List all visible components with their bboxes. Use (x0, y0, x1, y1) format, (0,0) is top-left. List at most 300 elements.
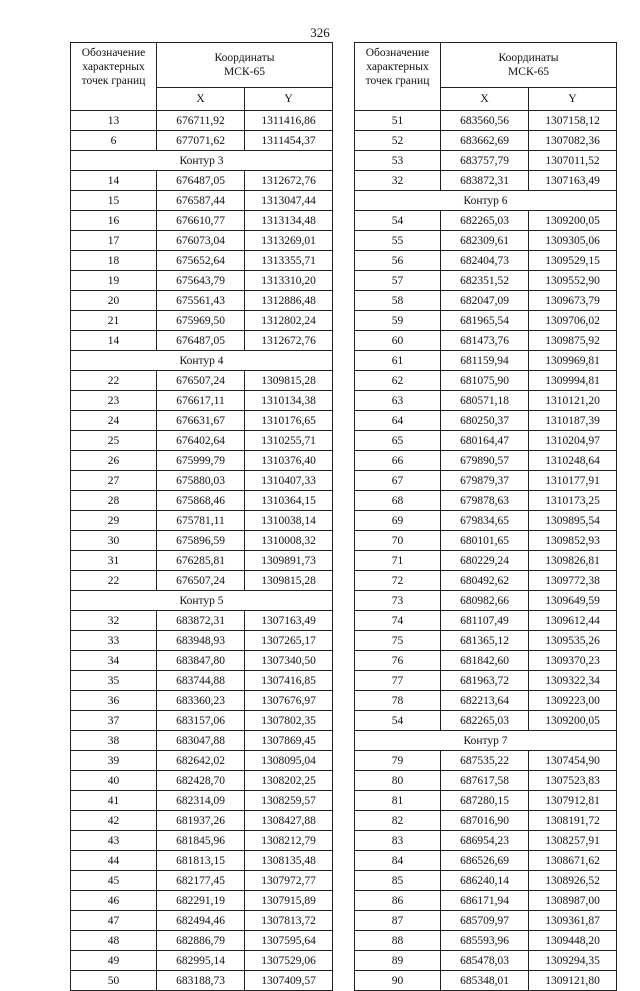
point-number-cell: 40 (71, 771, 157, 791)
coordinates-table-right (354, 42, 617, 991)
y-coordinate-cell: 1309895,54 (529, 511, 617, 531)
point-designation-header: Обозначение характерных точек границ (71, 43, 157, 111)
point-number-cell: 25 (71, 431, 157, 451)
table-row (71, 791, 333, 811)
table-row (355, 471, 617, 491)
x-coordinate-cell: 676487,05 (157, 331, 245, 351)
y-coordinate-cell: 1307915,89 (245, 891, 333, 911)
x-coordinate-cell: 685348,01 (441, 971, 529, 991)
x-coordinate-cell: 683872,31 (157, 611, 245, 631)
point-number-cell: 84 (355, 851, 441, 871)
y-column-header: Y (245, 88, 333, 111)
table-row (355, 671, 617, 691)
point-designation-header: Обозначение характерных точек границ (355, 43, 441, 111)
table-row (71, 651, 333, 671)
y-coordinate-cell: 1309448,20 (529, 931, 617, 951)
table-row (71, 731, 333, 751)
x-coordinate-cell: 676073,04 (157, 231, 245, 251)
x-coordinate-cell: 682494,46 (157, 911, 245, 931)
y-coordinate-cell: 1309552,90 (529, 271, 617, 291)
x-coordinate-cell: 680101,65 (441, 531, 529, 551)
y-coordinate-cell: 1309673,79 (529, 291, 617, 311)
table-row (71, 531, 333, 551)
coordinates-header (441, 43, 617, 88)
point-number-cell: 33 (71, 631, 157, 651)
table-row (71, 491, 333, 511)
x-coordinate-cell: 682265,03 (441, 711, 529, 731)
table-row (71, 971, 333, 991)
x-coordinate-cell: 686171,94 (441, 891, 529, 911)
contour-section-row (71, 351, 333, 371)
y-coordinate-cell: 1307912,81 (529, 791, 617, 811)
x-coordinate-cell: 680229,24 (441, 551, 529, 571)
x-coordinate-cell: 681842,60 (441, 651, 529, 671)
table-row (71, 891, 333, 911)
table-row (355, 331, 617, 351)
table-row (355, 291, 617, 311)
point-number-cell: 26 (71, 451, 157, 471)
table-row (355, 391, 617, 411)
table-row (71, 251, 333, 271)
x-coordinate-cell: 683757,79 (441, 151, 529, 171)
x-coordinate-cell: 675880,03 (157, 471, 245, 491)
coordinates-table-left (70, 42, 333, 991)
x-coordinate-cell: 680982,66 (441, 591, 529, 611)
point-number-cell: 45 (71, 871, 157, 891)
point-number-cell: 87 (355, 911, 441, 931)
x-coordinate-cell: 682309,61 (441, 231, 529, 251)
x-coordinate-cell: 682404,73 (441, 251, 529, 271)
x-coordinate-cell: 675896,59 (157, 531, 245, 551)
x-coordinate-cell: 683560,56 (441, 111, 529, 131)
x-coordinate-cell: 681937,26 (157, 811, 245, 831)
y-coordinate-cell: 1309826,81 (529, 551, 617, 571)
table-row (355, 371, 617, 391)
x-coordinate-cell: 685593,96 (441, 931, 529, 951)
y-coordinate-cell: 1308427,88 (245, 811, 333, 831)
table-row (355, 611, 617, 631)
point-number-cell: 65 (355, 431, 441, 451)
y-coordinate-cell: 1312672,76 (245, 331, 333, 351)
table-row (355, 871, 617, 891)
x-coordinate-cell: 675643,79 (157, 271, 245, 291)
y-coordinate-cell: 1312886,48 (245, 291, 333, 311)
table-row (71, 231, 333, 251)
table-row (355, 891, 617, 911)
point-number-cell: 14 (71, 171, 157, 191)
y-coordinate-cell: 1312672,76 (245, 171, 333, 191)
contour-section-row (71, 591, 333, 611)
table-row (71, 391, 333, 411)
x-coordinate-cell: 682428,70 (157, 771, 245, 791)
point-number-cell: 78 (355, 691, 441, 711)
x-coordinate-cell: 677071,62 (157, 131, 245, 151)
point-number-cell: 49 (71, 951, 157, 971)
x-coordinate-cell: 685478,03 (441, 951, 529, 971)
point-number-cell: 14 (71, 331, 157, 351)
table-row (355, 411, 617, 431)
y-coordinate-cell: 1310364,15 (245, 491, 333, 511)
table-row (355, 631, 617, 651)
point-number-cell: 57 (355, 271, 441, 291)
table-row (355, 971, 617, 991)
y-coordinate-cell: 1309994,81 (529, 371, 617, 391)
table-row (355, 651, 617, 671)
coordinates-header-line2: МСК-65 (224, 66, 265, 78)
table-row (355, 111, 617, 131)
y-coordinate-cell: 1307340,50 (245, 651, 333, 671)
y-column-header: Y (529, 88, 617, 111)
point-number-cell: 74 (355, 611, 441, 631)
table-row (71, 111, 333, 131)
point-number-cell: 28 (71, 491, 157, 511)
x-coordinate-cell: 676631,67 (157, 411, 245, 431)
point-number-cell: 47 (71, 911, 157, 931)
y-coordinate-cell: 1309706,02 (529, 311, 617, 331)
point-number-cell: 83 (355, 831, 441, 851)
point-number-cell: 62 (355, 371, 441, 391)
point-number-cell: 22 (71, 371, 157, 391)
y-coordinate-cell: 1309305,06 (529, 231, 617, 251)
y-coordinate-cell: 1311454,37 (245, 131, 333, 151)
y-coordinate-cell: 1313047,44 (245, 191, 333, 211)
x-coordinate-cell: 683847,80 (157, 651, 245, 671)
point-number-cell: 6 (71, 131, 157, 151)
x-coordinate-cell: 676617,11 (157, 391, 245, 411)
x-coordinate-cell: 676587,44 (157, 191, 245, 211)
y-coordinate-cell: 1308135,48 (245, 851, 333, 871)
table-row (355, 211, 617, 231)
point-number-cell: 38 (71, 731, 157, 751)
x-coordinate-cell: 680492,62 (441, 571, 529, 591)
point-number-cell: 60 (355, 331, 441, 351)
table-row (71, 851, 333, 871)
y-coordinate-cell: 1307972,77 (245, 871, 333, 891)
coordinates-header-line1: Координаты (214, 52, 275, 64)
x-coordinate-cell: 686526,69 (441, 851, 529, 871)
x-coordinate-cell: 687617,58 (441, 771, 529, 791)
contour-section-row (355, 191, 617, 211)
point-number-cell: 80 (355, 771, 441, 791)
y-coordinate-cell: 1308259,57 (245, 791, 333, 811)
table-row (71, 451, 333, 471)
point-number-cell: 13 (71, 111, 157, 131)
table-row (355, 831, 617, 851)
point-number-cell: 73 (355, 591, 441, 611)
point-number-cell: 55 (355, 231, 441, 251)
x-coordinate-cell: 681473,76 (441, 331, 529, 351)
y-coordinate-cell: 1309529,15 (529, 251, 617, 271)
y-coordinate-cell: 1311416,86 (245, 111, 333, 131)
y-coordinate-cell: 1307523,83 (529, 771, 617, 791)
x-coordinate-cell: 682177,45 (157, 871, 245, 891)
contour-section-row (71, 151, 333, 171)
y-coordinate-cell: 1308191,72 (529, 811, 617, 831)
table-row (355, 811, 617, 831)
x-coordinate-cell: 676507,24 (157, 371, 245, 391)
x-coordinate-cell: 682213,64 (441, 691, 529, 711)
y-coordinate-cell: 1307409,57 (245, 971, 333, 991)
table-row (355, 231, 617, 251)
table-row (71, 191, 333, 211)
table-row (355, 711, 617, 731)
y-coordinate-cell: 1307595,64 (245, 931, 333, 951)
table-row (71, 311, 333, 331)
point-number-cell: 67 (355, 471, 441, 491)
x-coordinate-cell: 683047,88 (157, 731, 245, 751)
point-number-cell: 15 (71, 191, 157, 211)
y-coordinate-cell: 1308095,04 (245, 751, 333, 771)
table-row (355, 551, 617, 571)
contour-label: Контур 6 (355, 191, 617, 211)
x-coordinate-cell: 676487,05 (157, 171, 245, 191)
table-row (71, 671, 333, 691)
y-coordinate-cell: 1310173,25 (529, 491, 617, 511)
point-number-cell: 34 (71, 651, 157, 671)
page-number: 326 (310, 25, 330, 40)
point-number-cell: 88 (355, 931, 441, 951)
y-coordinate-cell: 1310008,32 (245, 531, 333, 551)
y-coordinate-cell: 1310407,33 (245, 471, 333, 491)
point-number-cell: 41 (71, 791, 157, 811)
x-coordinate-cell: 675781,11 (157, 511, 245, 531)
point-number-cell: 54 (355, 711, 441, 731)
point-number-cell: 27 (71, 471, 157, 491)
point-number-cell: 48 (71, 931, 157, 951)
x-coordinate-cell: 683360,23 (157, 691, 245, 711)
point-number-cell: 23 (71, 391, 157, 411)
point-number-cell: 32 (355, 171, 441, 191)
table-row (355, 771, 617, 791)
point-number-cell: 29 (71, 511, 157, 531)
point-number-cell: 59 (355, 311, 441, 331)
y-coordinate-cell: 1309200,05 (529, 211, 617, 231)
x-coordinate-cell: 681159,94 (441, 351, 529, 371)
x-coordinate-cell: 676610,77 (157, 211, 245, 231)
table-row (71, 371, 333, 391)
x-coordinate-cell: 683872,31 (441, 171, 529, 191)
y-coordinate-cell: 1310376,40 (245, 451, 333, 471)
point-number-cell: 42 (71, 811, 157, 831)
point-number-cell: 82 (355, 811, 441, 831)
y-coordinate-cell: 1313310,20 (245, 271, 333, 291)
table-row (355, 271, 617, 291)
table-row (71, 811, 333, 831)
table-row (71, 511, 333, 531)
y-coordinate-cell: 1310255,71 (245, 431, 333, 451)
point-number-cell: 54 (355, 211, 441, 231)
table-row (71, 711, 333, 731)
x-coordinate-cell: 682291,19 (157, 891, 245, 911)
point-number-cell: 77 (355, 671, 441, 691)
x-column-header: X (441, 88, 529, 111)
y-coordinate-cell: 1310204,97 (529, 431, 617, 451)
table-row (355, 151, 617, 171)
point-number-cell: 85 (355, 871, 441, 891)
x-coordinate-cell: 686954,23 (441, 831, 529, 851)
point-number-cell: 17 (71, 231, 157, 251)
x-coordinate-cell: 681813,15 (157, 851, 245, 871)
table-row (355, 591, 617, 611)
y-coordinate-cell: 1307158,12 (529, 111, 617, 131)
point-number-cell: 71 (355, 551, 441, 571)
y-coordinate-cell: 1307676,97 (245, 691, 333, 711)
table-row (355, 571, 617, 591)
y-coordinate-cell: 1310121,20 (529, 391, 617, 411)
table-row (355, 931, 617, 951)
table-row (71, 331, 333, 351)
point-number-cell: 51 (355, 111, 441, 131)
y-coordinate-cell: 1307416,85 (245, 671, 333, 691)
point-number-cell: 44 (71, 851, 157, 871)
x-coordinate-cell: 683948,93 (157, 631, 245, 651)
y-coordinate-cell: 1310038,14 (245, 511, 333, 531)
point-number-cell: 64 (355, 411, 441, 431)
y-coordinate-cell: 1308212,79 (245, 831, 333, 851)
x-coordinate-cell: 683188,73 (157, 971, 245, 991)
y-coordinate-cell: 1310248,64 (529, 451, 617, 471)
table-row (355, 451, 617, 471)
right-table-body (355, 111, 617, 991)
point-number-cell: 89 (355, 951, 441, 971)
table-row (355, 351, 617, 371)
y-coordinate-cell: 1307454,90 (529, 751, 617, 771)
table-row (355, 751, 617, 771)
point-number-cell: 58 (355, 291, 441, 311)
y-coordinate-cell: 1308257,91 (529, 831, 617, 851)
table-row (71, 551, 333, 571)
y-coordinate-cell: 1309294,35 (529, 951, 617, 971)
coordinates-header-line2: МСК-65 (508, 66, 549, 78)
x-coordinate-cell: 675868,46 (157, 491, 245, 511)
y-coordinate-cell: 1308926,52 (529, 871, 617, 891)
y-coordinate-cell: 1310176,65 (245, 411, 333, 431)
x-coordinate-cell: 681963,72 (441, 671, 529, 691)
y-coordinate-cell: 1307529,06 (245, 951, 333, 971)
point-number-cell: 63 (355, 391, 441, 411)
point-number-cell: 68 (355, 491, 441, 511)
table-row (71, 951, 333, 971)
x-coordinate-cell: 682995,14 (157, 951, 245, 971)
table-row (355, 791, 617, 811)
y-coordinate-cell: 1309852,93 (529, 531, 617, 551)
x-coordinate-cell: 681107,49 (441, 611, 529, 631)
table-row (355, 511, 617, 531)
x-coordinate-cell: 682047,09 (441, 291, 529, 311)
x-column-header: X (157, 88, 245, 111)
y-coordinate-cell: 1313355,71 (245, 251, 333, 271)
point-number-cell: 79 (355, 751, 441, 771)
point-number-cell: 32 (71, 611, 157, 631)
x-coordinate-cell: 679890,57 (441, 451, 529, 471)
y-coordinate-cell: 1310187,39 (529, 411, 617, 431)
y-coordinate-cell: 1309612,44 (529, 611, 617, 631)
x-coordinate-cell: 675999,79 (157, 451, 245, 471)
point-number-cell: 16 (71, 211, 157, 231)
point-number-cell: 70 (355, 531, 441, 551)
point-number-cell: 50 (71, 971, 157, 991)
x-coordinate-cell: 679834,65 (441, 511, 529, 531)
x-coordinate-cell: 687280,15 (441, 791, 529, 811)
table-row (71, 751, 333, 771)
point-number-cell: 39 (71, 751, 157, 771)
x-coordinate-cell: 675969,50 (157, 311, 245, 331)
x-coordinate-cell: 676711,92 (157, 111, 245, 131)
x-coordinate-cell: 681365,12 (441, 631, 529, 651)
point-number-cell: 56 (355, 251, 441, 271)
point-number-cell: 52 (355, 131, 441, 151)
y-coordinate-cell: 1309875,92 (529, 331, 617, 351)
table-row (71, 471, 333, 491)
x-coordinate-cell: 681965,54 (441, 311, 529, 331)
x-coordinate-cell: 679878,63 (441, 491, 529, 511)
y-coordinate-cell: 1309649,59 (529, 591, 617, 611)
x-coordinate-cell: 683744,88 (157, 671, 245, 691)
y-coordinate-cell: 1307802,35 (245, 711, 333, 731)
contour-section-row (355, 731, 617, 751)
x-coordinate-cell: 686240,14 (441, 871, 529, 891)
table-row (71, 291, 333, 311)
x-coordinate-cell: 676285,81 (157, 551, 245, 571)
y-coordinate-cell: 1309223,00 (529, 691, 617, 711)
table-row (71, 171, 333, 191)
y-coordinate-cell: 1313269,01 (245, 231, 333, 251)
x-coordinate-cell: 682642,02 (157, 751, 245, 771)
point-number-cell: 90 (355, 971, 441, 991)
table-row (355, 311, 617, 331)
point-number-cell: 22 (71, 571, 157, 591)
x-coordinate-cell: 676402,64 (157, 431, 245, 451)
x-coordinate-cell: 680250,37 (441, 411, 529, 431)
table-row (71, 211, 333, 231)
contour-label: Контур 7 (355, 731, 617, 751)
point-number-cell: 31 (71, 551, 157, 571)
point-number-cell: 69 (355, 511, 441, 531)
y-coordinate-cell: 1307163,49 (245, 611, 333, 631)
y-coordinate-cell: 1307265,17 (245, 631, 333, 651)
table-row (355, 131, 617, 151)
x-coordinate-cell: 675561,43 (157, 291, 245, 311)
point-number-cell: 61 (355, 351, 441, 371)
table-row (71, 691, 333, 711)
point-number-cell: 46 (71, 891, 157, 911)
table-row (71, 611, 333, 631)
point-number-cell: 37 (71, 711, 157, 731)
y-coordinate-cell: 1312802,24 (245, 311, 333, 331)
table-row (355, 691, 617, 711)
y-coordinate-cell: 1309361,87 (529, 911, 617, 931)
y-coordinate-cell: 1308202,25 (245, 771, 333, 791)
table-row (355, 251, 617, 271)
table-row (71, 871, 333, 891)
y-coordinate-cell: 1309891,73 (245, 551, 333, 571)
point-number-cell: 43 (71, 831, 157, 851)
point-number-cell: 35 (71, 671, 157, 691)
x-coordinate-cell: 682314,09 (157, 791, 245, 811)
x-coordinate-cell: 687016,90 (441, 811, 529, 831)
point-number-cell: 30 (71, 531, 157, 551)
x-coordinate-cell: 685709,97 (441, 911, 529, 931)
x-coordinate-cell: 682886,79 (157, 931, 245, 951)
y-coordinate-cell: 1309535,26 (529, 631, 617, 651)
x-coordinate-cell: 676507,24 (157, 571, 245, 591)
x-coordinate-cell: 687535,22 (441, 751, 529, 771)
y-coordinate-cell: 1307082,36 (529, 131, 617, 151)
x-coordinate-cell: 682351,52 (441, 271, 529, 291)
point-number-cell: 66 (355, 451, 441, 471)
point-number-cell: 36 (71, 691, 157, 711)
y-coordinate-cell: 1309322,34 (529, 671, 617, 691)
